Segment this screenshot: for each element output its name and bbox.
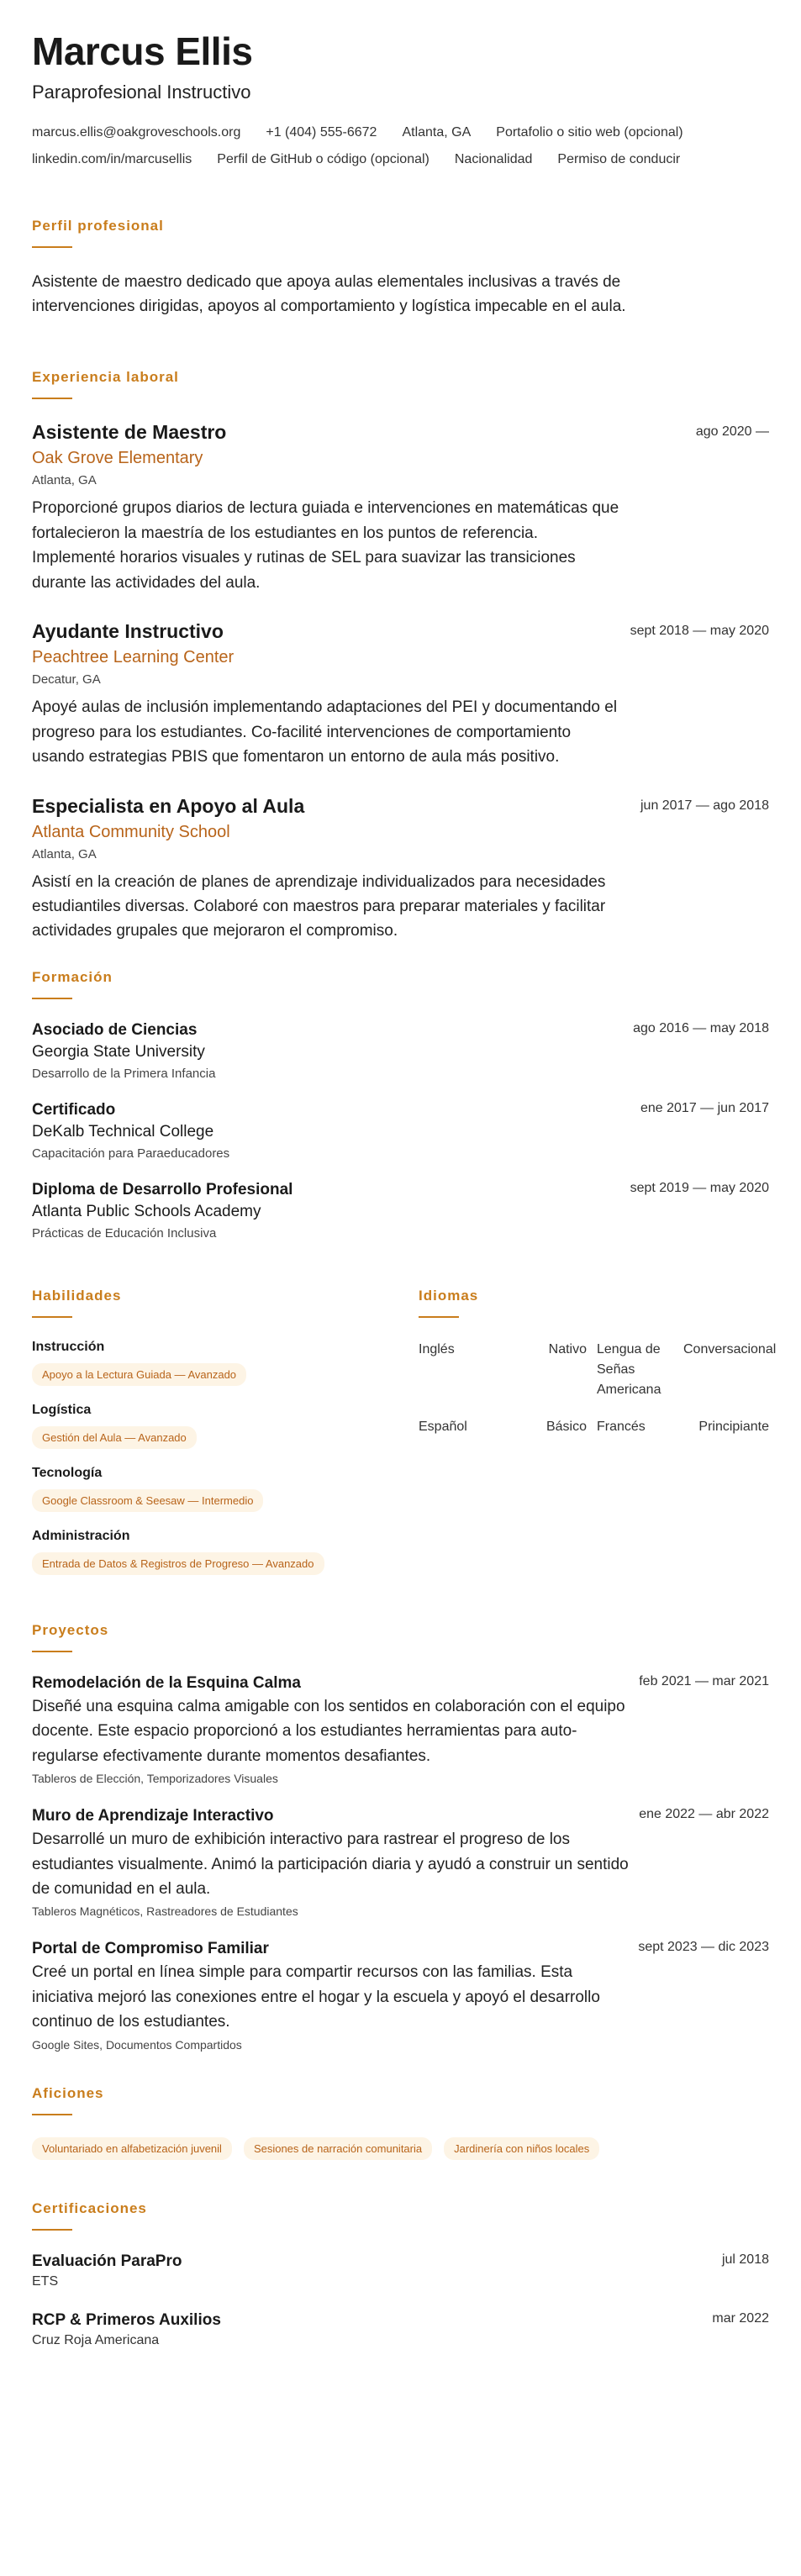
profile-section bbox=[32, 218, 769, 319]
contact-email[interactable]: marcus.ellis@oakgroveschools.org bbox=[32, 124, 241, 140]
candidate-headline: Paraprofesional Instructivo bbox=[32, 81, 251, 103]
section-divider bbox=[32, 398, 72, 399]
skill-group bbox=[32, 1340, 419, 1386]
education-field: Capacitación para Paraeducadores bbox=[32, 1146, 230, 1161]
skill-group bbox=[32, 1466, 419, 1512]
skills-languages-row bbox=[32, 1287, 777, 1592]
education-school: Atlanta Public Schools Academy bbox=[32, 1202, 261, 1220]
hobbies-section bbox=[32, 2085, 769, 2160]
job-location: Decatur, GA bbox=[32, 672, 101, 687]
candidate-name: Marcus Ellis bbox=[32, 29, 253, 73]
hobby-list bbox=[32, 2137, 769, 2160]
project-dates: feb 2021 — mar 2021 bbox=[639, 1673, 769, 1688]
job-dates: sept 2018 — may 2020 bbox=[630, 624, 769, 639]
education-school: Georgia State University bbox=[32, 1042, 205, 1061]
project-dates: ene 2022 — abr 2022 bbox=[639, 1807, 769, 1822]
languages-section bbox=[419, 1287, 777, 1592]
section-title: Experiencia laboral bbox=[32, 369, 179, 386]
project-entry bbox=[32, 1674, 769, 1785]
project-entry bbox=[32, 1940, 769, 2051]
education-degree: Diploma de Desarrollo Profesional bbox=[32, 1180, 293, 1198]
contact-list bbox=[32, 125, 769, 167]
section-title: Aficiones bbox=[32, 2084, 104, 2101]
certification-date: mar 2022 bbox=[712, 2310, 769, 2326]
language-level: Conversacional bbox=[683, 1341, 777, 1356]
section-divider bbox=[32, 1651, 72, 1652]
skill-chip: Gestión del Aula — Avanzado bbox=[32, 1426, 197, 1449]
section-divider bbox=[419, 1316, 459, 1318]
job-entry bbox=[32, 795, 769, 944]
section-title: Proyectos bbox=[32, 1621, 109, 1638]
education-field: Desarrollo de la Primera Infancia bbox=[32, 1066, 216, 1081]
education-dates: ago 2016 — may 2018 bbox=[633, 1020, 769, 1035]
section-divider bbox=[32, 2229, 72, 2231]
resume-header bbox=[32, 30, 769, 167]
project-title: Portal de Compromiso Familiar bbox=[32, 1940, 269, 1958]
contact-github[interactable]: Perfil de GitHub o código (opcional) bbox=[217, 151, 429, 166]
section-divider bbox=[32, 1316, 72, 1318]
job-dates: jun 2017 — ago 2018 bbox=[640, 798, 769, 813]
contact-driving-license: Permiso de conducir bbox=[557, 151, 681, 166]
job-company: Peachtree Learning Center bbox=[32, 648, 235, 667]
language-level: Básico bbox=[545, 1419, 587, 1434]
skill-chip: Apoyo a la Lectura Guiada — Avanzado bbox=[32, 1363, 246, 1386]
certification-entry bbox=[32, 2252, 769, 2289]
skill-category: Instrucción bbox=[32, 1339, 105, 1354]
project-description: Creé un portal en línea simple para compartir recursos con las familias. Esta iniciativa mejoró las conexiones entre el hogar y la escuela y apoyó el desarrollo continuo de los estudiantes. bbox=[32, 1963, 600, 2031]
hobby-chip: Sesiones de narración comunitaria bbox=[244, 2137, 432, 2160]
projects-section bbox=[32, 1622, 769, 2052]
profile-summary: Asistente de maestro dedicado que apoya aulas elementales inclusivas a través de intervenciones dirigidas, apoyos al comportamiento y logística impecable en el aula. bbox=[32, 272, 626, 316]
education-entry bbox=[32, 1101, 769, 1161]
skill-category: Administración bbox=[32, 1528, 130, 1543]
certifications-section bbox=[32, 2200, 769, 2348]
skill-chip: Entrada de Datos & Registros de Progreso — Avanzado bbox=[32, 1552, 324, 1575]
skills-section bbox=[32, 1288, 419, 1592]
certification-date: jul 2018 bbox=[721, 2252, 769, 2267]
skill-group bbox=[32, 1529, 419, 1575]
project-entry bbox=[32, 1807, 769, 1918]
education-field: Prácticas de Educación Inclusiva bbox=[32, 1225, 217, 1241]
contact-website[interactable]: Portafolio o sitio web (opcional) bbox=[496, 124, 683, 140]
education-dates: sept 2019 — may 2020 bbox=[630, 1180, 769, 1195]
project-title: Remodelación de la Esquina Calma bbox=[32, 1673, 301, 1692]
job-description: Apoyé aulas de inclusión implementando adaptaciones del PEI y documentando el progreso para los estudiantes. Co-facilité intervenciones de comportamiento usando estrategias PBIS que fomentaron un entorno de aula más positivo. bbox=[32, 698, 618, 766]
hobby-chip: Voluntariado en alfabetización juvenil bbox=[32, 2137, 232, 2160]
contact-phone[interactable]: +1 (404) 555-6672 bbox=[266, 124, 377, 140]
section-divider bbox=[32, 246, 72, 248]
job-title: Asistente de Maestro bbox=[32, 421, 227, 444]
section-divider bbox=[32, 2114, 72, 2115]
education-section bbox=[32, 969, 769, 1241]
job-description: Proporcioné grupos diarios de lectura guiada e intervenciones en matemáticas que fortalecieron la maestría de los estudiantes en los puntos de referencia. Implementé horarios visuales y rutinas de SEL para suavizar las transiciones durante las actividades del aula. bbox=[32, 499, 619, 592]
language-level: Principiante bbox=[698, 1419, 769, 1434]
contact-nationality: Nacionalidad bbox=[454, 151, 533, 166]
job-dates: ago 2020 — bbox=[695, 424, 769, 440]
job-description: Asistí en la creación de planes de aprendizaje individualizados para necesidades estudiantiles diversas. Colaboré con maestros para preparar materiales y facilitar actividades grupales que mejoraron el compromiso. bbox=[32, 872, 606, 940]
section-title: Idiomas bbox=[419, 1287, 479, 1304]
certification-issuer: Cruz Roja Americana bbox=[32, 2332, 160, 2347]
education-degree: Asociado de Ciencias bbox=[32, 1020, 198, 1039]
project-tools: Tableros de Elección, Temporizadores Visuales bbox=[32, 1772, 278, 1786]
contact-location: Atlanta, GA bbox=[402, 124, 472, 140]
skill-category: Logística bbox=[32, 1402, 92, 1417]
skill-group bbox=[32, 1403, 419, 1449]
education-degree: Certificado bbox=[32, 1100, 116, 1119]
job-company: Oak Grove Elementary bbox=[32, 449, 203, 468]
language-name: Lengua de Señas Americana bbox=[597, 1341, 661, 1397]
project-dates: sept 2023 — dic 2023 bbox=[638, 1940, 769, 1955]
language-row bbox=[419, 1417, 769, 1437]
education-dates: ene 2017 — jun 2017 bbox=[640, 1100, 769, 1115]
section-title: Certificaciones bbox=[32, 2199, 147, 2216]
education-entry bbox=[32, 1021, 769, 1081]
section-title: Perfil profesional bbox=[32, 217, 164, 234]
experience-section bbox=[32, 369, 769, 943]
job-title: Especialista en Apoyo al Aula bbox=[32, 794, 305, 817]
skill-category: Tecnología bbox=[32, 1465, 103, 1480]
job-title: Ayudante Instructivo bbox=[32, 620, 224, 643]
contact-linkedin[interactable]: linkedin.com/in/marcusellis bbox=[32, 151, 192, 166]
job-location: Atlanta, GA bbox=[32, 473, 97, 488]
language-name: Francés bbox=[597, 1419, 646, 1434]
project-description: Diseñé una esquina calma amigable con los sentidos en colaboración con el equipo docente. Este espacio proporcionó a los estudiantes herramientas para auto-regularse efectivamente durante momentos desafiantes. bbox=[32, 1697, 625, 1765]
skill-chip: Google Classroom & Seesaw — Intermedio bbox=[32, 1489, 263, 1512]
section-title: Habilidades bbox=[32, 1287, 122, 1304]
project-tools: Tableros Magnéticos, Rastreadores de Estudiantes bbox=[32, 1904, 298, 1919]
section-divider bbox=[32, 998, 72, 999]
language-name: Inglés bbox=[419, 1341, 455, 1356]
project-tools: Google Sites, Documentos Compartidos bbox=[32, 2037, 242, 2052]
certification-name: RCP & Primeros Auxilios bbox=[32, 2310, 221, 2329]
language-row bbox=[419, 1340, 777, 1400]
language-name: Español bbox=[419, 1419, 467, 1434]
certification-issuer: ETS bbox=[32, 2273, 59, 2289]
education-school: DeKalb Technical College bbox=[32, 1122, 214, 1140]
project-description: Desarrollé un muro de exhibición interactivo para rastrear el progreso de los estudiantes visualmente. Animó la participación diaria y ayudó a construir un sentido de comunidad en el aula. bbox=[32, 1831, 629, 1899]
section-title: Formación bbox=[32, 968, 113, 985]
certification-name: Evaluación ParaPro bbox=[32, 2252, 182, 2270]
job-entry bbox=[32, 421, 769, 595]
job-entry bbox=[32, 620, 769, 769]
hobby-chip: Jardinería con niños locales bbox=[444, 2137, 599, 2160]
job-company: Atlanta Community School bbox=[32, 822, 230, 841]
project-title: Muro de Aprendizaje Interactivo bbox=[32, 1807, 274, 1825]
education-entry bbox=[32, 1181, 769, 1241]
certification-entry bbox=[32, 2311, 769, 2348]
job-location: Atlanta, GA bbox=[32, 846, 97, 861]
language-level: Nativo bbox=[548, 1341, 587, 1356]
